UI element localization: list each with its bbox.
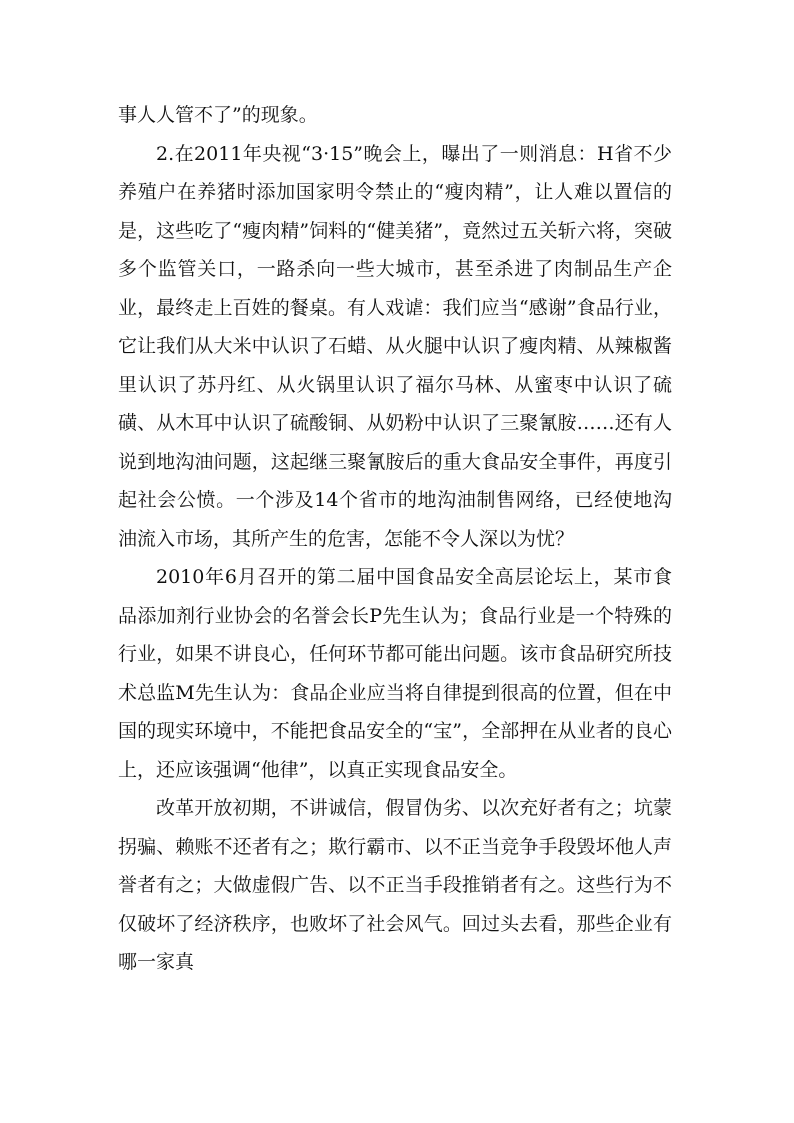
paragraph-case-2-lean-meat-powder: 2.在2011年央视“3·15”晚会上，曝出了一则消息：H省不少养殖户在养猪时添加国家明令禁止的“瘦肉精”，让人难以置信的是，这些吃了“瘦肉精”饲料的“健美猪”，竟然过五关斩六将，突破多个监管关口，一路杀向一些大城市，甚至杀进了肉制品生产企业，最终走上百姓的餐桌。有人戏谑：我们应当“感谢”食品行业，它让我们从大米中认识了石蜡、从火腿中认识了瘦肉精、从辣椒酱里认识了苏丹红、从火锅里认识了福尔马林、从蜜枣中认识了硫磺、从木耳中认识了硫酸铜、从奶粉中认识了三聚氰胺……还有人说到地沟油问题，这起继三聚氰胺后的重大食品安全事件，再度引起社会公愤。一个涉及14个省市的地沟油制售网络，已经使地沟油流入市场，其所产生的危害，怎能不令人深以为忧？ — [118, 142, 672, 550]
paragraph-continuation: 事人人管不了”的现象。 — [118, 104, 318, 126]
paragraph-food-safety-forum: 2010年6月召开的第二届中国食品安全高层论坛上，某市食品添加剂行业协会的名誉会长P先生认为；食品行业是一个特殊的行业，如果不讲良心，任何环节都可能出问题。该市食品研究所技术总监M先生认为：食品企业应当将自律提到很高的位置，但在中国的现实环境中，不能把食品安全的“宝”，全部押在从业者的良心上，还应该强调“他律”，以真正实现食品安全。 — [118, 566, 672, 781]
document-body — [118, 96, 672, 982]
paragraph-reform-era: 改革开放初期，不讲诚信，假冒伪劣、以次充好者有之；坑蒙拐骗、赖账不还者有之；欺行霸市、以不正当竞争手段毁坏他人声誉者有之；大做虚假广告、以不正当手段推销者有之。这些行为不仅破坏了经济秩序，也败坏了社会风气。回过头去看，那些企业有哪一家真 — [118, 797, 672, 973]
